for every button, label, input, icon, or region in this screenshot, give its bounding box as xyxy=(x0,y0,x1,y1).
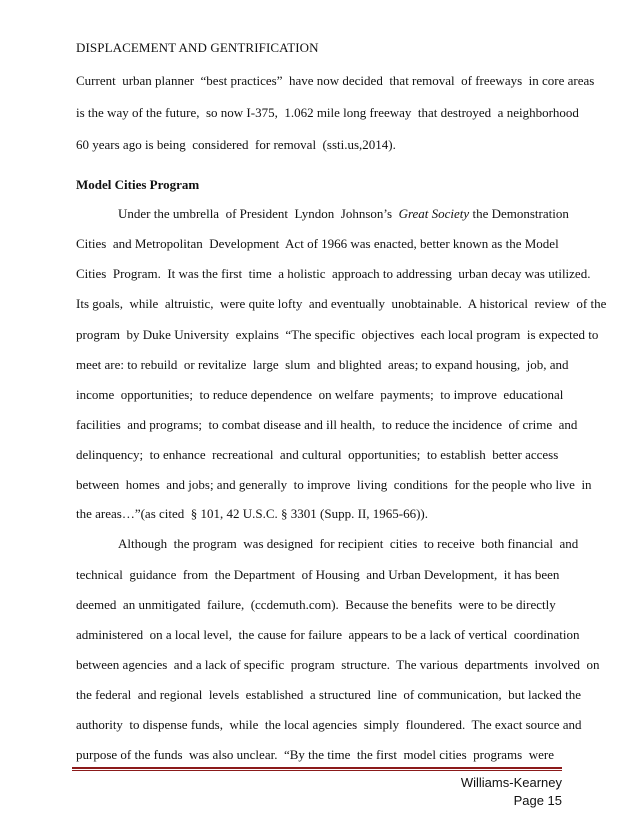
text-line xyxy=(76,687,581,703)
line-text: Cities and Metropolitan Development Act of 1966 was enacted, better known as the Model xyxy=(76,236,559,251)
line-text: program by Duke University explains “The specific objectives each local program is expected to xyxy=(76,327,599,342)
text-line xyxy=(76,387,563,403)
line-text: purpose of the funds was also unclear. “By the time the first model cities programs were xyxy=(76,747,554,762)
line-text: facilities and programs; to combat disease and ill health, to reduce the incidence of crime and xyxy=(76,417,578,432)
text-line xyxy=(118,536,578,552)
text-line xyxy=(76,506,428,522)
text-line xyxy=(76,657,600,673)
line-text: is the way of the future, so now I-375, 1.062 mile long freeway that destroyed a neighborhood xyxy=(76,105,579,120)
text-line xyxy=(76,417,577,433)
italic-title: Great Society xyxy=(398,206,470,221)
line-text: the areas…”(as cited § 101, 42 U.S.C. § 3301 (Supp. II, 1965-66)). xyxy=(76,506,429,521)
text-line xyxy=(76,477,592,493)
line-text: Cities Program. It was the first time a holistic approach to addressing urban decay was utilized. xyxy=(76,266,591,281)
footer-rule xyxy=(72,767,562,769)
text-line xyxy=(118,206,569,222)
line-text: the federal and regional levels established a structured line of communication, but lacked the xyxy=(76,687,582,702)
running-head: DISPLACEMENT AND GENTRIFICATION xyxy=(76,40,319,55)
line-text: income opportunities; to reduce dependence on welfare payments; to improve educational xyxy=(76,387,564,402)
line-text: Under the umbrella of President Lyndon Johnson’s xyxy=(118,206,399,221)
text-line xyxy=(76,137,396,153)
line-text: Its goals, while altruistic, were quite lofty and eventually unobtainable. A historical review of the xyxy=(76,296,607,311)
text-line xyxy=(76,747,554,763)
text-line xyxy=(76,567,559,583)
footer-rule-thin xyxy=(72,770,562,771)
line-text: meet are: to rebuild or revitalize large slum and blighted areas; to expand housing, job, and xyxy=(76,357,569,372)
line-text: 60 years ago is being considered for removal (ssti.us,2014). xyxy=(76,137,396,152)
text-line xyxy=(76,627,580,643)
line-text: delinquency; to enhance recreational and cultural opportunities; to establish better access xyxy=(76,447,559,462)
line-text: Model Cities Program xyxy=(76,177,200,192)
text-line xyxy=(76,296,606,312)
text-line xyxy=(76,597,556,613)
footer-author: Williams-Kearney xyxy=(460,775,562,790)
text-line xyxy=(76,717,582,733)
text-line xyxy=(76,447,558,463)
text-line xyxy=(76,266,590,282)
page-number: Page 15 xyxy=(513,793,562,808)
line-text-after: the Demonstration xyxy=(469,206,569,221)
section-heading xyxy=(76,177,199,193)
text-line xyxy=(76,357,569,373)
line-text: Although the program was designed for recipient cities to receive both financial and xyxy=(118,536,579,551)
line-text: technical guidance from the Department of Housing and Urban Development, it has been xyxy=(76,567,560,582)
line-text: Current urban planner “best practices” have now decided that removal of freeways in core areas xyxy=(76,73,595,88)
line-text: administered on a local level, the cause for failure appears to be a lack of vertical coordination xyxy=(76,627,580,642)
line-text: authority to dispense funds, while the local agencies simply floundered. The exact source and xyxy=(76,717,582,732)
text-line xyxy=(76,105,579,121)
line-text: between agencies and a lack of specific program structure. The various departments involved on xyxy=(76,657,600,672)
line-text: between homes and jobs; and generally to improve living conditions for the people who live in xyxy=(76,477,592,492)
text-line xyxy=(76,327,598,343)
text-line xyxy=(76,236,559,252)
text-line xyxy=(76,73,594,89)
line-text: deemed an unmitigated failure, (ccdemuth.com). Because the benefits were to be directly xyxy=(76,597,556,612)
